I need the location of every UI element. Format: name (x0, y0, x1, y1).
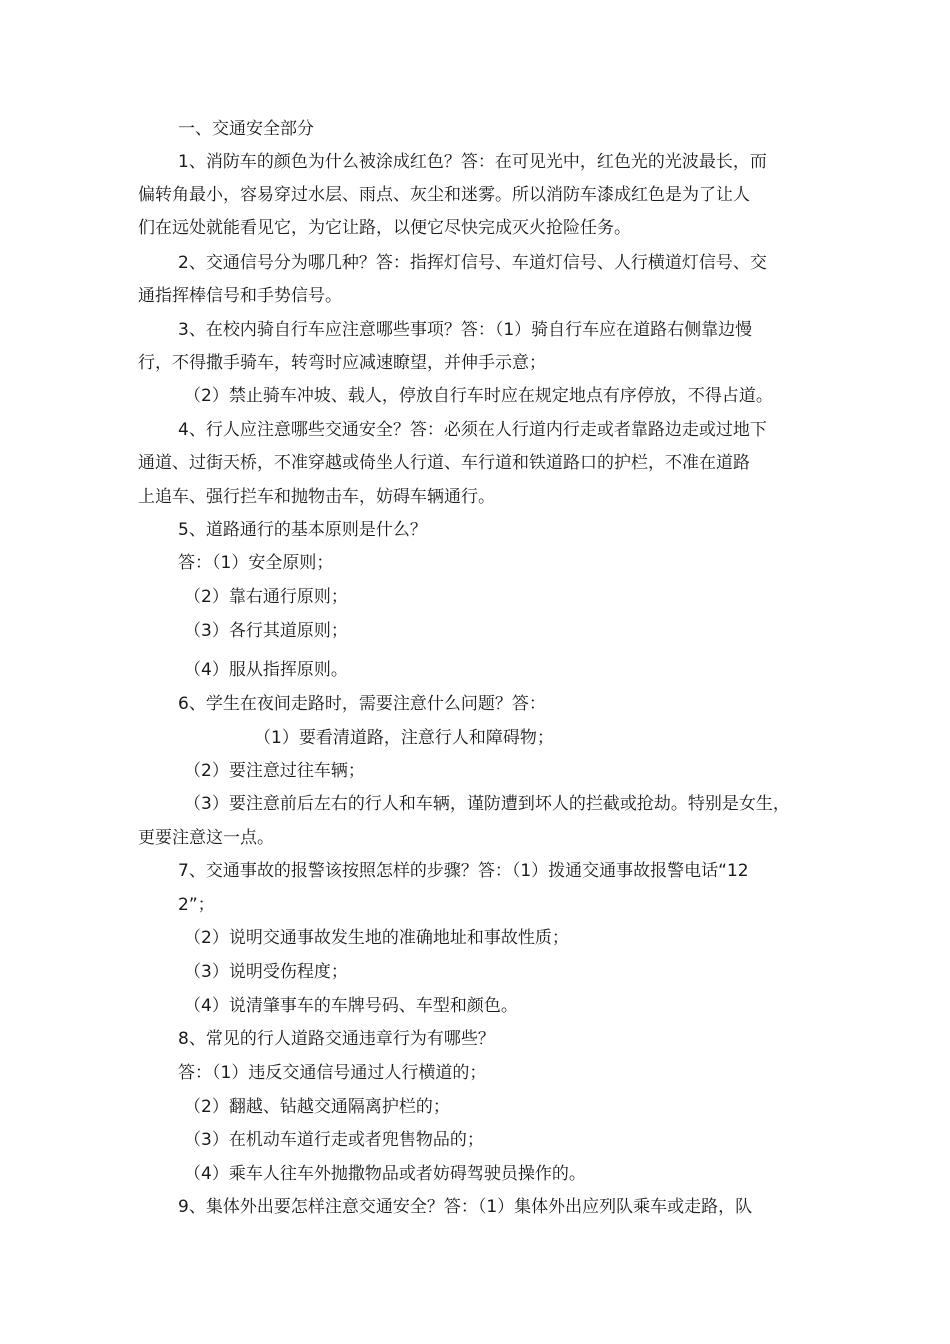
answer-7-line-2: 2”； (178, 895, 215, 915)
question-1: 1、消防车的颜色为什么被涂成红色？答：在可见光中，红色光的光波最长，而 (178, 152, 767, 172)
answer-4-line-3: 上追车、强行拦车和抛物击车，妨碍车辆通行。 (138, 487, 495, 507)
section-heading: 一、交通安全部分 (178, 119, 314, 139)
answer-7-item-3: （3）说明受伤程度； (184, 962, 348, 982)
answer-5-item-1: 答：（1）安全原则； (178, 553, 334, 573)
question-2: 2、交通信号分为哪几种？答：指挥灯信号、车道灯信号、人行横道灯信号、交 (178, 253, 767, 273)
answer-6-item-3-cont: 更要注意这一点。 (138, 828, 274, 848)
answer-6-item-1: （1）要看清道路，注意行人和障碍物； (254, 728, 554, 748)
answer-7-item-2: （2）说明交通事故发生地的准确地址和事故性质； (184, 928, 569, 948)
answer-1-line-3: 们在远处就能看见它，为它让路，以便它尽快完成灭火抢险任务。 (138, 218, 631, 238)
question-4: 4、行人应注意哪些交通安全？答：必须在人行道内行走或者靠路边走或过地下 (178, 420, 767, 440)
answer-6-item-3: （3）要注意前后左右的行人和车辆，谨防遭到坏人的拦截或抢劫。特别是女生， (184, 794, 790, 814)
question-5: 5、道路通行的基本原则是什么？ (178, 520, 427, 540)
question-3: 3、在校内骑自行车应注意哪些事项？答：（1）骑自行车应在道路右侧靠边慢 (178, 320, 753, 340)
question-8: 8、常见的行人道路交通违章行为有哪些？ (178, 1029, 495, 1049)
answer-8-item-3: （3）在机动车道行走或者兜售物品的； (184, 1130, 484, 1150)
answer-4-line-2: 通道、过街天桥，不准穿越或倚坐人行道、车行道和铁道路口的护栏，不准在道路 (138, 453, 750, 473)
answer-3-item-2: （2）禁止骑车冲坡、载人，停放自行车时应在规定地点有序停放，不得占道。 (184, 386, 773, 406)
answer-3-line-2: 行，不得撒手骑车，转弯时应减速瞭望，并伸手示意； (138, 353, 546, 373)
answer-7-item-4: （4）说清肇事车的车牌号码、车型和颜色。 (184, 996, 518, 1016)
question-7: 7、交通事故的报警该按照怎样的步骤？答：（1）拨通交通事故报警电话“12 (178, 861, 749, 881)
answer-6-item-2: （2）要注意过往车辆； (184, 761, 365, 781)
answer-5-item-3: （3）各行其道原则； (184, 621, 348, 641)
answer-8-item-4: （4）乘车人往车外抛撒物品或者妨碍驾驶员操作的。 (184, 1164, 586, 1184)
answer-2-line-2: 通指挥棒信号和手势信号。 (138, 286, 342, 306)
answer-8-item-2: （2）翻越、钻越交通隔离护栏的； (184, 1097, 450, 1117)
answer-8-item-1: 答：（1）违反交通信号通过人行横道的； (178, 1063, 487, 1083)
answer-5-item-2: （2）靠右通行原则； (184, 587, 348, 607)
question-6: 6、学生在夜间走路时，需要注意什么问题？答： (178, 694, 546, 714)
answer-1-line-2: 偏转角最小，容易穿过水层、雨点、灰尘和迷雾。所以消防车漆成红色是为了让人 (138, 185, 750, 205)
answer-5-item-4: （4）服从指挥原则。 (184, 660, 348, 680)
question-9: 9、集体外出要怎样注意交通安全？答：（1）集体外出应列队乘车或走路，队 (178, 1197, 753, 1217)
